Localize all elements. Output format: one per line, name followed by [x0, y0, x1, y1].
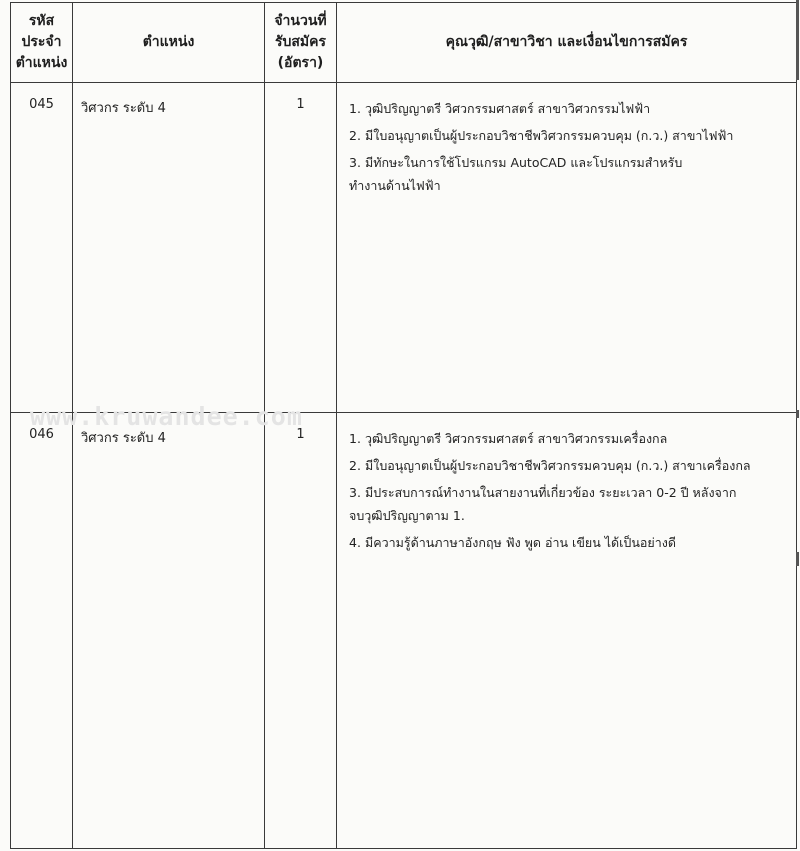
table-row [11, 83, 797, 413]
requirement-item: 4. มีความรู้ด้านภาษาอังกฤษ ฟัง พูด อ่าน เขียน ได้เป็นอย่างดี [349, 535, 676, 550]
requirement-item: 2. มีใบอนุญาตเป็นผู้ประกอบวิชาชีพวิศวกรรมควบคุม (ก.ว.) สาขาไฟฟ้า [349, 128, 734, 143]
page-edge-line [796, 552, 799, 566]
requirements-cell [337, 413, 797, 849]
watermark-text: www.kruwandee.com [30, 402, 303, 431]
header-count: จำนวนที่ รับสมัคร (อัตรา) [265, 3, 337, 83]
page-edge-line [796, 0, 799, 80]
header-position: ตำแหน่ง [73, 3, 265, 83]
requirement-item: 2. มีใบอนุญาตเป็นผู้ประกอบวิชาชีพวิศวกรรมควบคุม (ก.ว.) สาขาเครื่องกล [349, 458, 751, 473]
position-code-cell: 046 [11, 413, 73, 849]
page-edge-line [796, 410, 799, 418]
requirement-item: 1. วุฒิปริญญาตรี วิศวกรรมศาสตร์ สาขาวิศวกรรมเครื่องกล [349, 431, 668, 446]
requirements-list [349, 427, 792, 558]
requirement-item: 3. มีทักษะในการใช้โปรแกรม AutoCAD และโปรแกรมสำหรับ ทำงานด้านไฟฟ้า [349, 155, 683, 193]
table-row [11, 413, 797, 849]
table-header-row [11, 3, 797, 83]
position-title-cell: วิศวกร ระดับ 4 [73, 83, 265, 413]
position-code-cell: 045 [11, 83, 73, 413]
header-requirements: คุณวุฒิ/สาขาวิชา และเงื่อนไขการสมัคร [337, 3, 797, 83]
opening-count-cell: 1 [265, 413, 337, 849]
requirement-item: 1. วุฒิปริญญาตรี วิศวกรรมศาสตร์ สาขาวิศวกรรมไฟฟ้า [349, 101, 651, 116]
requirements-cell [337, 83, 797, 413]
header-code: รหัส ประจำ ตำแหน่ง [11, 3, 73, 83]
position-title-cell: วิศวกร ระดับ 4 [73, 413, 265, 849]
opening-count-cell: 1 [265, 83, 337, 413]
job-requirements-table [10, 2, 797, 849]
requirement-item: 3. มีประสบการณ์ทำงานในสายงานที่เกี่ยวข้อง ระยะเวลา 0-2 ปี หลังจากจบวุฒิปริญญาตาม 1. [349, 485, 737, 523]
requirements-list [349, 97, 792, 201]
